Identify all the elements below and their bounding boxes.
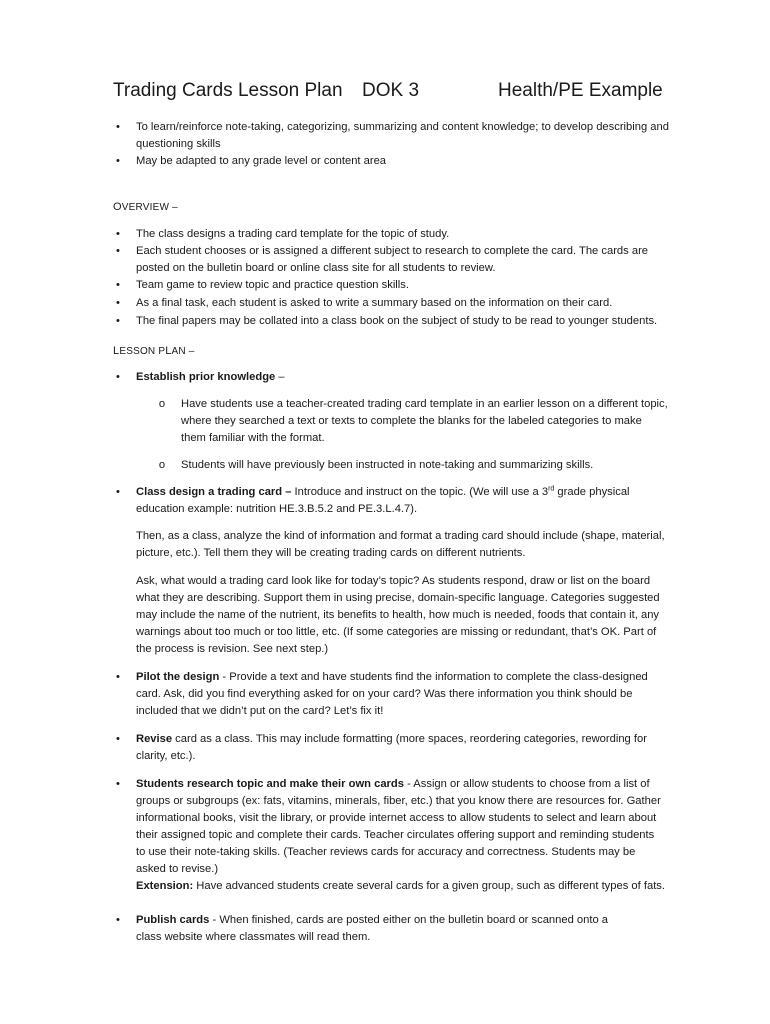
class-design-paragraph: Ask, what would a trading card look like for today’s topic? As students respond, draw or list on the board what they are describing. Support them in using precise, domain-specific language. Categories suggested may include the name of the nutrient, its benefits to health, how much is needed, foods that contain it, any warnings about too much or too little, etc. (If some categories are missing or redundant, that’s OK. Part of the process is revision. See next step.) xyxy=(136,575,660,655)
circle-marker: o xyxy=(158,459,166,471)
bullet-marker: • xyxy=(116,228,120,240)
extension-label: Extension: xyxy=(136,880,194,892)
document-page: Trading Cards Lesson Plan DOK 3 Health/PE Example • To learn/reinforce note-taking, categorizing, summarizing and content knowledge; to develop describing and questioning skills • May be adapted to any grade level or content area OVERVIEW – • The class designs a trading card template for the topic of study. • Each student chooses or is assigned a different subject to research to complete the card. The cards are posted on the bulletin board or online class site for all students to review. • Team game to review topic and practice question skills. • As a final task, each student is asked to write a summary based on the information on their card. • The final papers may be collated into a class book on the subject of study to be read to younger students. LESSON PLAN – • Establish prior knowledge – o Have students use a teacher-created trading card template in an earlier lesson on a different topic, where they searched a text or texts to complete the blanks for the labeled categories to make them familiar with the format. o Students will have previously been instructed in note-taking and summarizing skills. • Class design a trading card – Introduce and instruct on the topic. (We will use a 3rd grade physical education example: nutrition HE.3.B.5.2 and PE.3.L.4.7). Then, as a class, analyze the kind of information and format a trading card should include (shape, material, picture, etc.). Tell them they will be creating trading cards on different nutrients. Ask, what would a trading card look like for today’s topic? As students respond, draw or list on the board what they are describing. Support them in using precise, domain-specific language. Categories suggested may include the name of the nutrient, its benefits to health, how much is needed, foods that contain it, any warnings about too much or too little, etc. (If some categories are missing or redundant, that’s OK. Part of the process is revision. See next step.) • Pilot the design - Provide a text and have students find the information to complete the class-designed card. Ask, did you find everything asked for on your card? Was there information you think should be included that we didn’t put on the card? Let’s fix it! • Revise card as a class. This may include formatting (more spaces, reordering categories, rewording for clarity, etc.). • Students research topic and make their own cards - Assign or allow students to choose from a list of groups or subgroups (ex: fats, vitamins, minerals, fiber, etc.) that you know there are resources for. Gather informational books, visit the library, or provide internet access to allow students to select and learn about their assigned topic and complete their cards. Teacher circulates offering support and reminding students to use their note-taking skills. (Teacher reviews cards for accuracy and correctness. Students may be asked to revise.) Extension: Have advanced students create several cards for a given group, such as different types of fats. • Publish cards - When finished, cards are posted either on the bulletin board or scanned onto a class website where classmates will read them. xyxy=(0,0,770,1024)
subject-label: Health/PE Example xyxy=(498,80,663,101)
bullet-marker: • xyxy=(116,778,120,790)
bullet-marker: • xyxy=(116,155,120,167)
bullet-marker: • xyxy=(116,245,120,257)
dok-level: DOK 3 xyxy=(362,80,420,101)
bullet-marker: • xyxy=(116,297,120,309)
prior-knowledge-label: Establish prior knowledge xyxy=(136,371,276,383)
bullet-marker: • xyxy=(116,671,120,683)
circle-marker: o xyxy=(158,398,166,410)
bullet-marker: • xyxy=(116,733,120,745)
bullet-marker: • xyxy=(116,315,120,327)
research-label: Students research topic and make their own cards xyxy=(136,778,404,790)
publish-label: Publish cards xyxy=(136,914,210,926)
pilot-label: Pilot the design xyxy=(136,671,220,683)
bullet-marker: • xyxy=(116,914,120,926)
overview-heading: OVERVIEW – xyxy=(113,201,178,213)
intro-text: To learn/reinforce note-taking, categorizing, summarizing and content knowledge; to develop describing and questioning skills xyxy=(136,121,669,150)
lesson-title: Trading Cards Lesson Plan xyxy=(113,80,343,101)
bullet-marker: • xyxy=(116,371,120,383)
class-design-label: Class design a trading card – xyxy=(136,486,292,498)
bullet-marker: • xyxy=(116,121,120,133)
extension-line: Extension: Have advanced students create several cards for a given group, such as different types of fats. xyxy=(136,880,666,892)
class-design-paragraph: Then, as a class, analyze the kind of information and format a trading card should include (shape, material, picture, etc.). Tell them they will be creating trading cards on different nutrients. xyxy=(136,530,665,559)
bullet-marker: • xyxy=(116,486,120,498)
lesson-plan-heading: LESSON PLAN – xyxy=(113,345,195,357)
bullet-marker: • xyxy=(116,279,120,291)
revise-label: Revise xyxy=(136,733,173,745)
intro-text: May be adapted to any grade level or content area xyxy=(136,155,387,167)
